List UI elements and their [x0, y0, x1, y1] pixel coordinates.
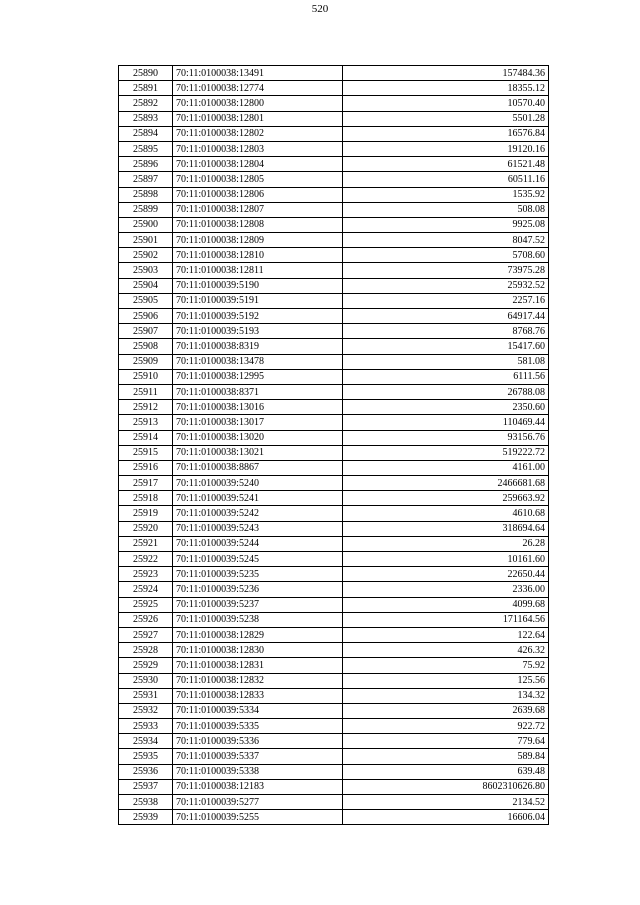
value-cell: 25932.52 [343, 278, 549, 293]
row-number-cell: 25917 [119, 476, 173, 491]
row-number-cell: 25936 [119, 764, 173, 779]
table-row [119, 96, 549, 111]
cadastral-number-cell: 70:11:0100039:5242 [173, 506, 343, 521]
row-number-cell: 25893 [119, 111, 173, 126]
row-number-cell: 25908 [119, 339, 173, 354]
table-row [119, 66, 549, 81]
cadastral-number-cell: 70:11:0100039:5243 [173, 521, 343, 536]
table-row [119, 384, 549, 399]
row-number-cell: 25939 [119, 810, 173, 825]
cadastral-number-cell: 70:11:0100038:12811 [173, 263, 343, 278]
row-number-cell: 25931 [119, 688, 173, 703]
cadastral-number-cell: 70:11:0100039:5190 [173, 278, 343, 293]
cadastral-number-cell: 70:11:0100038:12183 [173, 779, 343, 794]
value-cell: 589.84 [343, 749, 549, 764]
cadastral-number-cell: 70:11:0100038:12831 [173, 658, 343, 673]
cadastral-number-cell: 70:11:0100039:5336 [173, 734, 343, 749]
row-number-cell: 25925 [119, 597, 173, 612]
value-cell: 426.32 [343, 643, 549, 658]
table-row [119, 141, 549, 156]
cadastral-number-cell: 70:11:0100039:5192 [173, 309, 343, 324]
table-row [119, 248, 549, 263]
value-cell: 581.08 [343, 354, 549, 369]
table-row [119, 309, 549, 324]
row-number-cell: 25913 [119, 415, 173, 430]
value-cell: 19120.16 [343, 141, 549, 156]
cadastral-number-cell: 70:11:0100039:5245 [173, 552, 343, 567]
table-row [119, 263, 549, 278]
table-row [119, 354, 549, 369]
table-row [119, 506, 549, 521]
row-number-cell: 25901 [119, 233, 173, 248]
row-number-cell: 25912 [119, 400, 173, 415]
value-cell: 4099.68 [343, 597, 549, 612]
cadastral-number-cell: 70:11:0100039:5337 [173, 749, 343, 764]
value-cell: 6111.56 [343, 369, 549, 384]
row-number-cell: 25894 [119, 126, 173, 141]
row-number-cell: 25923 [119, 567, 173, 582]
table-row [119, 369, 549, 384]
cadastral-number-cell: 70:11:0100038:12829 [173, 627, 343, 642]
row-number-cell: 25915 [119, 445, 173, 460]
row-number-cell: 25899 [119, 202, 173, 217]
table-row [119, 491, 549, 506]
row-number-cell: 25929 [119, 658, 173, 673]
cadastral-number-cell: 70:11:0100039:5240 [173, 476, 343, 491]
table-row [119, 810, 549, 825]
value-cell: 125.56 [343, 673, 549, 688]
row-number-cell: 25928 [119, 643, 173, 658]
value-cell: 639.48 [343, 764, 549, 779]
cadastral-number-cell: 70:11:0100039:5193 [173, 324, 343, 339]
value-cell: 60511.16 [343, 172, 549, 187]
row-number-cell: 25907 [119, 324, 173, 339]
value-cell: 2350.60 [343, 400, 549, 415]
table-row [119, 703, 549, 718]
value-cell: 10570.40 [343, 96, 549, 111]
table-row [119, 187, 549, 202]
row-number-cell: 25898 [119, 187, 173, 202]
cadastral-number-cell: 70:11:0100039:5255 [173, 810, 343, 825]
cadastral-number-cell: 70:11:0100038:12833 [173, 688, 343, 703]
value-cell: 2466681.68 [343, 476, 549, 491]
row-number-cell: 25910 [119, 369, 173, 384]
table-row [119, 582, 549, 597]
row-number-cell: 25890 [119, 66, 173, 81]
value-cell: 16606.04 [343, 810, 549, 825]
value-cell: 18355.12 [343, 81, 549, 96]
cadastral-number-cell: 70:11:0100038:12801 [173, 111, 343, 126]
cadastral-number-cell: 70:11:0100038:12806 [173, 187, 343, 202]
table-row [119, 81, 549, 96]
cadastral-number-cell: 70:11:0100039:5241 [173, 491, 343, 506]
value-cell: 8768.76 [343, 324, 549, 339]
table-row [119, 202, 549, 217]
row-number-cell: 25900 [119, 217, 173, 232]
row-number-cell: 25924 [119, 582, 173, 597]
table-row [119, 278, 549, 293]
table-row [119, 430, 549, 445]
value-cell: 4610.68 [343, 506, 549, 521]
value-cell: 9925.08 [343, 217, 549, 232]
table-row [119, 643, 549, 658]
value-cell: 73975.28 [343, 263, 549, 278]
value-cell: 15417.60 [343, 339, 549, 354]
table-row [119, 521, 549, 536]
cadastral-number-cell: 70:11:0100038:13016 [173, 400, 343, 415]
value-cell: 110469.44 [343, 415, 549, 430]
row-number-cell: 25916 [119, 460, 173, 475]
table-row [119, 627, 549, 642]
value-cell: 318694.64 [343, 521, 549, 536]
table-row [119, 688, 549, 703]
row-number-cell: 25932 [119, 703, 173, 718]
cadastral-number-cell: 70:11:0100038:13491 [173, 66, 343, 81]
value-cell: 171164.56 [343, 612, 549, 627]
row-number-cell: 25920 [119, 521, 173, 536]
table-row [119, 536, 549, 551]
table-row [119, 445, 549, 460]
row-number-cell: 25934 [119, 734, 173, 749]
row-number-cell: 25909 [119, 354, 173, 369]
table-row [119, 111, 549, 126]
cadastral-number-cell: 70:11:0100038:13478 [173, 354, 343, 369]
table-row [119, 157, 549, 172]
table-row [119, 400, 549, 415]
table-row [119, 339, 549, 354]
value-cell: 64917.44 [343, 309, 549, 324]
value-cell: 122.64 [343, 627, 549, 642]
row-number-cell: 25922 [119, 552, 173, 567]
row-number-cell: 25895 [119, 141, 173, 156]
cadastral-number-cell: 70:11:0100038:12800 [173, 96, 343, 111]
table-row [119, 734, 549, 749]
value-cell: 259663.92 [343, 491, 549, 506]
value-cell: 75.92 [343, 658, 549, 673]
cadastral-number-cell: 70:11:0100039:5238 [173, 612, 343, 627]
table-row [119, 217, 549, 232]
table-row [119, 476, 549, 491]
value-cell: 5708.60 [343, 248, 549, 263]
cadastral-number-cell: 70:11:0100039:5235 [173, 567, 343, 582]
table-row [119, 324, 549, 339]
cadastral-number-cell: 70:11:0100038:12830 [173, 643, 343, 658]
value-cell: 134.32 [343, 688, 549, 703]
value-cell: 508.08 [343, 202, 549, 217]
cadastral-number-cell: 70:11:0100038:13020 [173, 430, 343, 445]
value-cell: 26.28 [343, 536, 549, 551]
row-number-cell: 25905 [119, 293, 173, 308]
row-number-cell: 25921 [119, 536, 173, 551]
row-number-cell: 25918 [119, 491, 173, 506]
value-cell: 4161.00 [343, 460, 549, 475]
value-cell: 2257.16 [343, 293, 549, 308]
value-cell: 519222.72 [343, 445, 549, 460]
table-row [119, 749, 549, 764]
value-cell: 2639.68 [343, 703, 549, 718]
row-number-cell: 25902 [119, 248, 173, 263]
cadastral-number-cell: 70:11:0100039:5335 [173, 719, 343, 734]
table-row [119, 795, 549, 810]
cadastral-number-cell: 70:11:0100038:8371 [173, 384, 343, 399]
value-cell: 2134.52 [343, 795, 549, 810]
cadastral-number-cell: 70:11:0100039:5236 [173, 582, 343, 597]
row-number-cell: 25892 [119, 96, 173, 111]
value-cell: 93156.76 [343, 430, 549, 445]
table-row [119, 172, 549, 187]
table-row [119, 597, 549, 612]
value-cell: 779.64 [343, 734, 549, 749]
cadastral-number-cell: 70:11:0100038:12804 [173, 157, 343, 172]
cadastral-number-cell: 70:11:0100039:5277 [173, 795, 343, 810]
page-number: 520 [311, 3, 329, 15]
table-row [119, 126, 549, 141]
table-row [119, 460, 549, 475]
cadastral-number-cell: 70:11:0100038:12995 [173, 369, 343, 384]
value-cell: 8047.52 [343, 233, 549, 248]
value-cell: 8602310626.80 [343, 779, 549, 794]
row-number-cell: 25926 [119, 612, 173, 627]
cadastral-number-cell: 70:11:0100038:12808 [173, 217, 343, 232]
row-number-cell: 25927 [119, 627, 173, 642]
cadastral-number-cell: 70:11:0100038:12774 [173, 81, 343, 96]
cadastral-number-cell: 70:11:0100038:12809 [173, 233, 343, 248]
value-cell: 22650.44 [343, 567, 549, 582]
cadastral-number-cell: 70:11:0100038:12802 [173, 126, 343, 141]
row-number-cell: 25904 [119, 278, 173, 293]
table-row [119, 673, 549, 688]
table-row [119, 719, 549, 734]
cadastral-number-cell: 70:11:0100038:12832 [173, 673, 343, 688]
cadastral-number-cell: 70:11:0100038:12803 [173, 141, 343, 156]
table-row [119, 552, 549, 567]
value-cell: 26788.08 [343, 384, 549, 399]
cadastral-number-cell: 70:11:0100039:5338 [173, 764, 343, 779]
row-number-cell: 25930 [119, 673, 173, 688]
table-row [119, 567, 549, 582]
value-cell: 5501.28 [343, 111, 549, 126]
cadastral-number-cell: 70:11:0100038:12807 [173, 202, 343, 217]
row-number-cell: 25935 [119, 749, 173, 764]
cadastral-number-cell: 70:11:0100039:5191 [173, 293, 343, 308]
row-number-cell: 25896 [119, 157, 173, 172]
cadastral-number-cell: 70:11:0100038:12810 [173, 248, 343, 263]
row-number-cell: 25919 [119, 506, 173, 521]
row-number-cell: 25906 [119, 309, 173, 324]
cadastral-number-cell: 70:11:0100039:5334 [173, 703, 343, 718]
cadastral-number-cell: 70:11:0100038:13017 [173, 415, 343, 430]
value-cell: 61521.48 [343, 157, 549, 172]
table-row [119, 612, 549, 627]
cadastral-number-cell: 70:11:0100038:8867 [173, 460, 343, 475]
row-number-cell: 25937 [119, 779, 173, 794]
row-number-cell: 25911 [119, 384, 173, 399]
row-number-cell: 25903 [119, 263, 173, 278]
cadastral-number-cell: 70:11:0100038:12805 [173, 172, 343, 187]
value-cell: 1535.92 [343, 187, 549, 202]
value-cell: 2336.00 [343, 582, 549, 597]
cadastral-value-table [118, 65, 549, 825]
row-number-cell: 25891 [119, 81, 173, 96]
row-number-cell: 25914 [119, 430, 173, 445]
row-number-cell: 25897 [119, 172, 173, 187]
value-cell: 16576.84 [343, 126, 549, 141]
cadastral-number-cell: 70:11:0100039:5244 [173, 536, 343, 551]
value-cell: 10161.60 [343, 552, 549, 567]
table-row [119, 293, 549, 308]
value-cell: 157484.36 [343, 66, 549, 81]
row-number-cell: 25938 [119, 795, 173, 810]
value-cell: 922.72 [343, 719, 549, 734]
row-number-cell: 25933 [119, 719, 173, 734]
table-row [119, 658, 549, 673]
cadastral-number-cell: 70:11:0100038:8319 [173, 339, 343, 354]
cadastral-number-cell: 70:11:0100038:13021 [173, 445, 343, 460]
table-body [119, 66, 549, 825]
table-row [119, 764, 549, 779]
table-row [119, 415, 549, 430]
cadastral-number-cell: 70:11:0100039:5237 [173, 597, 343, 612]
table-row [119, 779, 549, 794]
table-row [119, 233, 549, 248]
